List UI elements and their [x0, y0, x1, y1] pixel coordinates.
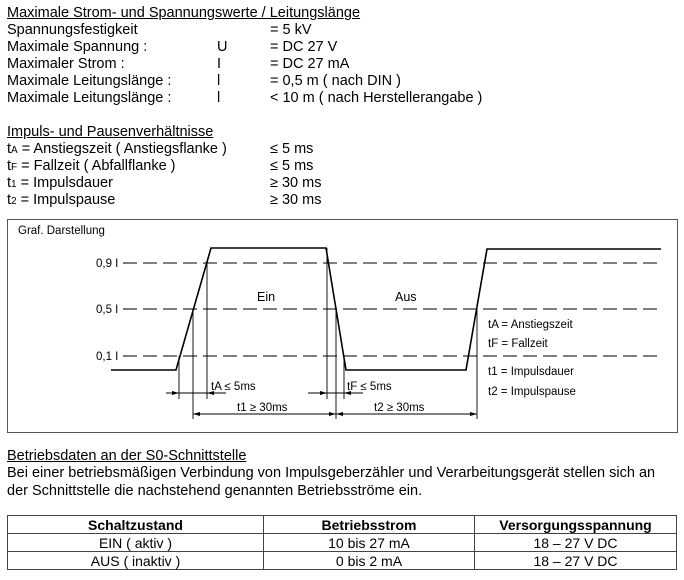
- limit-value: = DC 27 V: [270, 39, 338, 55]
- pulse-value: ≤ 5 ms: [270, 141, 314, 157]
- diagram-title: Graf. Darstellung: [18, 225, 105, 237]
- pulse-value: ≤ 5 ms: [270, 158, 314, 174]
- s0-table: [7, 515, 677, 570]
- s0-heading: Betriebsdaten an der S0-Schnittstelle: [7, 448, 247, 464]
- legend-t2: t2 = Impulspause: [488, 386, 576, 398]
- pulse-subscript: 2: [11, 196, 17, 207]
- legend-ta: tA = Anstiegszeit: [488, 319, 573, 331]
- limit-label: Maximaler Strom :: [7, 56, 125, 72]
- tf-label: tF ≤ 5ms: [347, 381, 392, 393]
- header-versorgungsspannung: Versorgungsspannung: [475, 516, 677, 534]
- pulse-symbol: t: [7, 175, 12, 191]
- pulse-subscript: A: [11, 145, 18, 156]
- pulse-symbol: t: [7, 141, 12, 157]
- table-header-row: [8, 516, 677, 534]
- limit-symbol: I: [217, 56, 222, 72]
- pulse-value: ≥ 30 ms: [270, 175, 322, 191]
- pulse-diagram: [7, 219, 678, 433]
- pulse-waveform: [1, 1, 684, 441]
- pulse-symbol: t: [7, 158, 12, 174]
- limit-symbol: l: [217, 90, 221, 106]
- table-row: [8, 534, 677, 552]
- cell: 0 bis 2 mA: [264, 552, 475, 570]
- ta-label: tA ≤ 5ms: [211, 381, 256, 393]
- cell: 10 bis 27 mA: [264, 534, 475, 552]
- pulse-symbol: t: [7, 192, 12, 208]
- limit-label: Spannungsfestigkeit: [7, 22, 138, 38]
- limit-value: = 5 kV: [270, 22, 312, 38]
- limit-label: Maximale Leitungslänge :: [7, 90, 172, 106]
- table-row: [8, 552, 677, 570]
- aus-label: Aus: [395, 290, 417, 304]
- s0-text-line2: der Schnittstelle die nachstehend genannten Betriebsströme ein.: [7, 483, 423, 499]
- legend-tf: tF = Fallzeit: [488, 338, 548, 350]
- pulse-text: = Fallzeit ( Abfallflanke ): [17, 158, 176, 174]
- cell: AUS ( inaktiv ): [8, 552, 264, 570]
- limit-value: = DC 27 mA: [270, 56, 350, 72]
- pulse-text: = Impulspause: [16, 192, 116, 208]
- t2-label: t2 ≥ 30ms: [374, 402, 425, 414]
- limit-symbol: U: [217, 39, 228, 55]
- limit-value: = 0,5 m ( nach DIN ): [270, 73, 401, 89]
- legend-t1: t1 = Impulsdauer: [488, 366, 574, 378]
- cell: 18 – 27 V DC: [475, 534, 677, 552]
- s0-text-line1: Bei einer betriebsmäßigen Verbindung von Impulsgeberzähler und Verarbeitungsgerät stellen sich an: [7, 465, 656, 481]
- pulse-value: ≥ 30 ms: [270, 192, 322, 208]
- limit-label: Maximale Spannung :: [7, 39, 148, 55]
- pulse-subscript: F: [11, 162, 18, 173]
- cell: EIN ( aktiv ): [8, 534, 264, 552]
- t1-label: t1 ≥ 30ms: [237, 402, 288, 414]
- limit-label: Maximale Leitungslänge :: [7, 73, 172, 89]
- limits-heading: Maximale Strom- und Spannungswerte / Leitungslänge: [7, 5, 361, 21]
- header-schaltzustand: Schaltzustand: [8, 516, 264, 534]
- ein-label: Ein: [257, 290, 276, 304]
- level-01-label: 0,1 I: [96, 351, 119, 363]
- cell: 18 – 27 V DC: [475, 552, 677, 570]
- pulse-heading: Impuls- und Pausenverhältnisse: [7, 124, 214, 140]
- pulse-subscript: 1: [11, 179, 17, 190]
- pulse-text: = Impulsdauer: [16, 175, 113, 191]
- pulse-text: = Anstiegszeit ( Anstiegsflanke ): [17, 141, 227, 157]
- header-betriebsstrom: Betriebsstrom: [264, 516, 475, 534]
- limit-symbol: l: [217, 73, 221, 89]
- level-05-label: 0,5 I: [96, 304, 119, 316]
- level-09-label: 0,9 I: [96, 258, 119, 270]
- limit-value: < 10 m ( nach Herstellerangabe ): [270, 90, 483, 106]
